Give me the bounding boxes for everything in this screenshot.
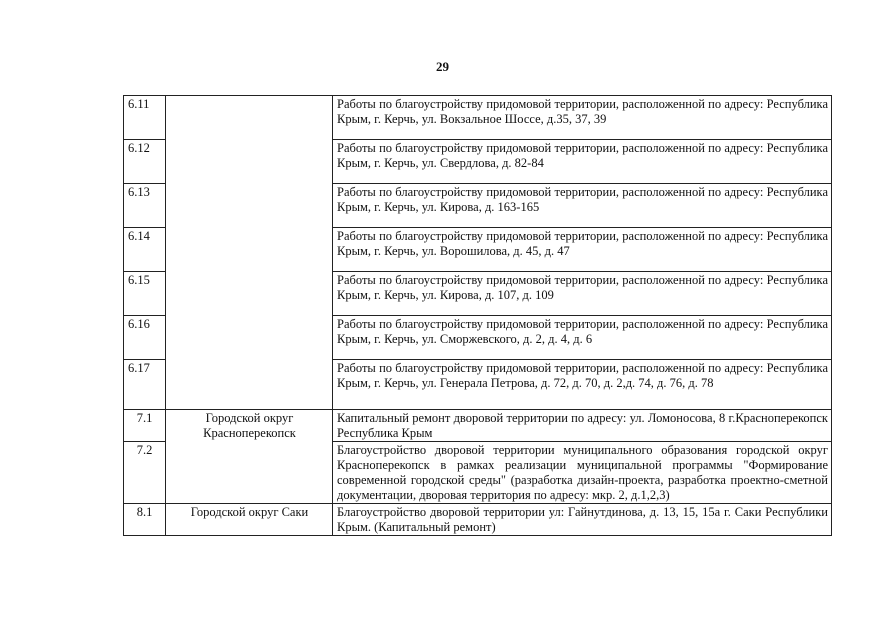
table-row xyxy=(124,410,832,442)
row-number: 8.1 xyxy=(124,504,166,536)
row-number: 6.17 xyxy=(124,360,166,410)
table-row xyxy=(124,96,832,140)
work-description: Работы по благоустройству придомовой территории, расположенной по адресу: Республика Крым, г. Керчь, ул. Ворошилова, д. 45, д. 47 xyxy=(333,228,832,272)
row-number: 6.16 xyxy=(124,316,166,360)
page-number: 29 xyxy=(436,59,449,74)
work-description: Благоустройство дворовой территории муниципального образования городской округ Красноперекопск в рамках реализации муниципальной программы "Формирование современной городской среды" (разработка дизайн-проекта, разработка проектно-сметной документации, дворовая территория по адресу: мкр. 2, д.1,2,3) xyxy=(333,442,832,504)
work-description: Капитальный ремонт дворовой территории по адресу: ул. Ломоносова, 8 г.Красноперекопск Республика Крым xyxy=(333,410,832,442)
municipality-cell: Городской округ Саки xyxy=(166,504,333,536)
municipality-cell: Городской округ Красноперекопск xyxy=(166,410,333,504)
row-number: 7.2 xyxy=(124,442,166,504)
work-description: Работы по благоустройству придомовой территории, расположенной по адресу: Республика Крым, г. Керчь, ул. Генерала Петрова, д. 72, д. 70, д. 2,д. 74, д. 76, д. 78 xyxy=(333,360,832,410)
work-description: Работы по благоустройству придомовой территории, расположенной по адресу: Республика Крым, г. Керчь, ул. Сморжевского, д. 2, д. 4, д. 6 xyxy=(333,316,832,360)
work-description: Работы по благоустройству придомовой территории, расположенной по адресу: Республика Крым, г. Керчь, ул. Вокзальное Шоссе, д.35, 37, 39 xyxy=(333,96,832,140)
work-description: Работы по благоустройству придомовой территории, расположенной по адресу: Республика Крым, г. Керчь, ул. Кирова, д. 163-165 xyxy=(333,184,832,228)
row-number: 6.11 xyxy=(124,96,166,140)
row-number: 6.14 xyxy=(124,228,166,272)
work-description: Работы по благоустройству придомовой территории, расположенной по адресу: Республика Крым, г. Керчь, ул. Кирова, д. 107, д. 109 xyxy=(333,272,832,316)
row-number: 6.12 xyxy=(124,140,166,184)
table-row xyxy=(124,504,832,536)
row-number: 7.1 xyxy=(124,410,166,442)
row-number: 6.13 xyxy=(124,184,166,228)
work-description: Благоустройство дворовой территории ул: Гайнутдинова, д. 13, 15, 15а г. Саки Республики Крым. (Капитальный ремонт) xyxy=(333,504,832,536)
works-table xyxy=(123,95,832,536)
row-number: 6.15 xyxy=(124,272,166,316)
work-description: Работы по благоустройству придомовой территории, расположенной по адресу: Республика Крым, г. Керчь, ул. Свердлова, д. 82-84 xyxy=(333,140,832,184)
municipality-cell xyxy=(166,96,333,410)
